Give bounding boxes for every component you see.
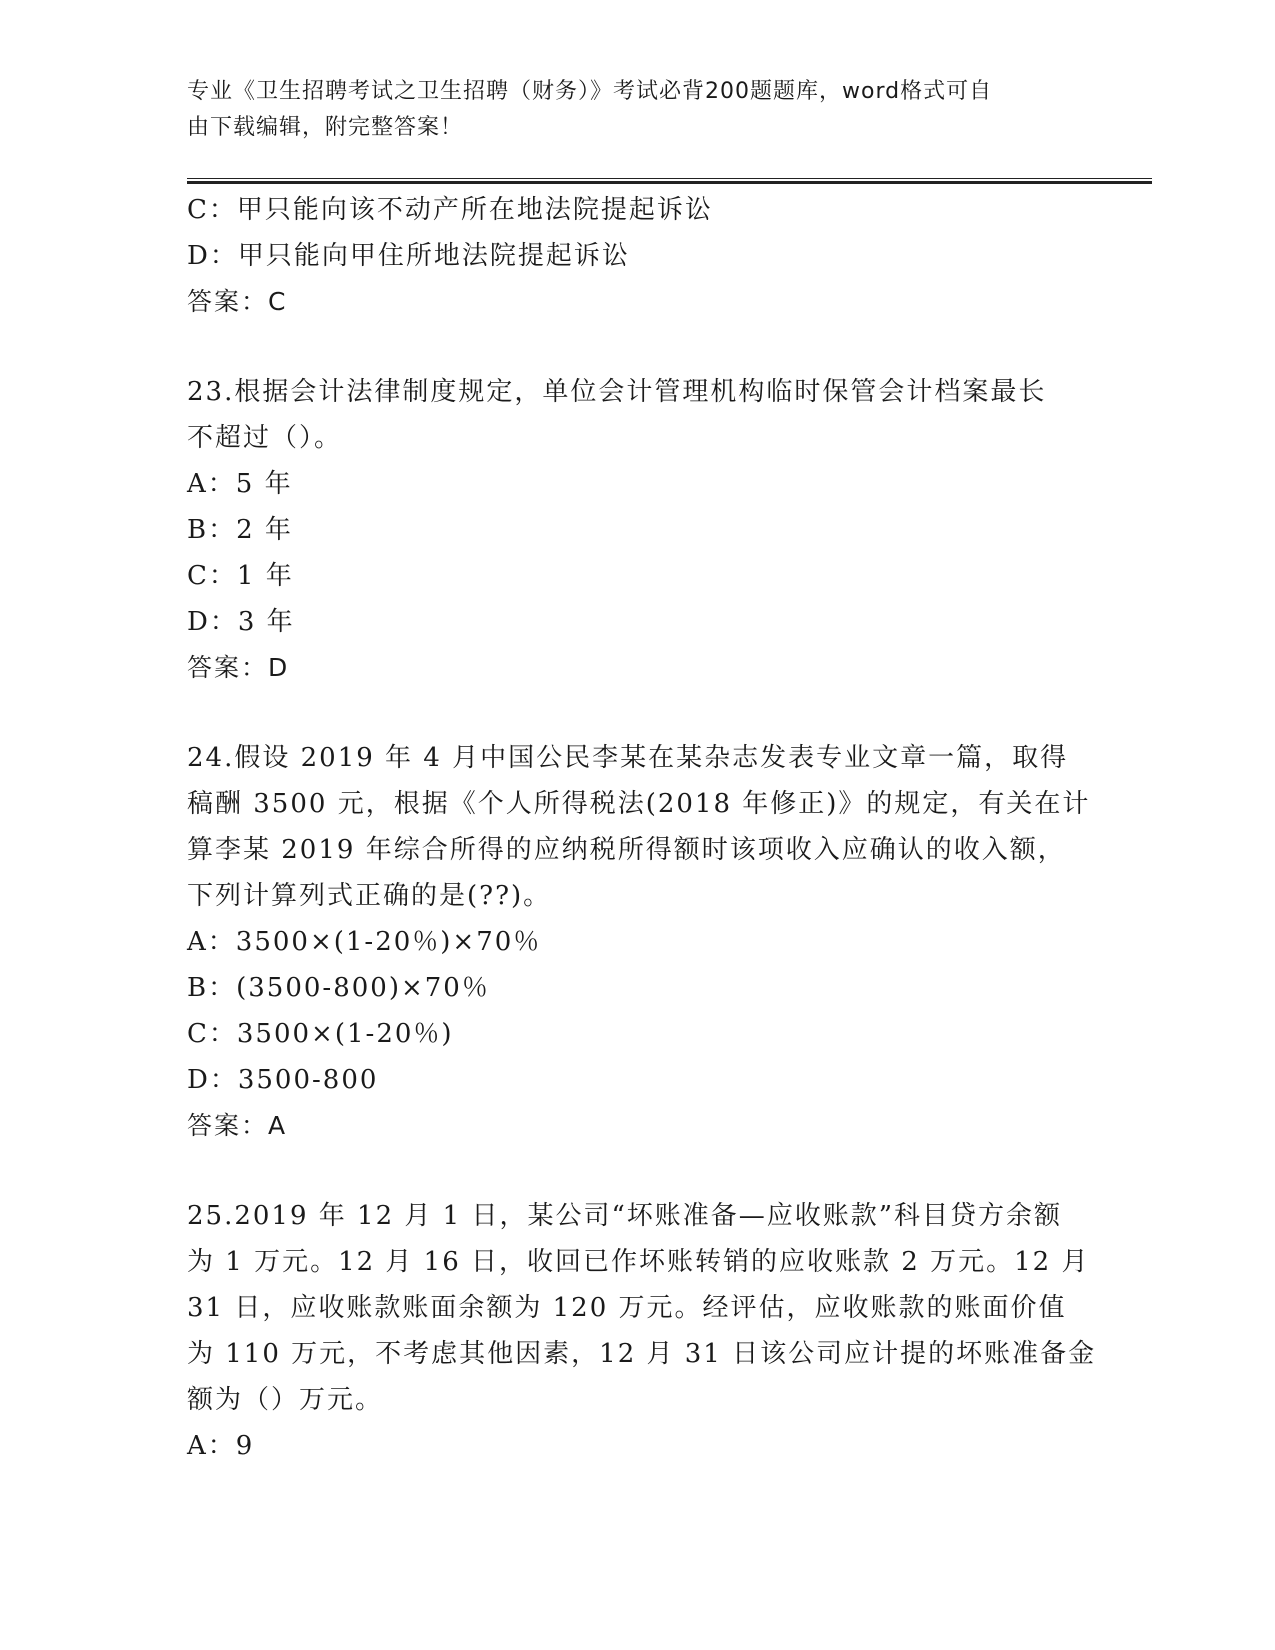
option-b: B：2 年 (187, 515, 293, 545)
option-c: C：甲只能向该不动产所在地法院提起诉讼 (187, 195, 713, 225)
question-stem-line: 算李某 2019 年综合所得的应纳税所得额时该项收入应确认的收入额， (187, 835, 1066, 865)
question-stem-line: 31 日，应收账款账面余额为 120 万元。经评估，应收账款的账面价值 (187, 1293, 1067, 1323)
question-stem-line: 为 110 万元，不考虑其他因素，12 月 31 日该公司应计提的坏账准备金 (187, 1339, 1097, 1369)
option-c: C：3500×(1-20％) (187, 1019, 454, 1049)
question-stem-line: 23.根据会计法律制度规定，单位会计管理机构临时保管会计档案最长 (187, 377, 1047, 407)
question-stem-line: 稿酬 3500 元，根据《个人所得税法(2018 年修正)》的规定，有关在计 (187, 789, 1091, 819)
question-24 (187, 735, 1091, 1149)
question-stem-line: 下列计算列式正确的是(??)。 (187, 881, 552, 911)
question-spacer (187, 325, 1087, 369)
question-stem-line: 25.2019 年 12 月 1 日，某公司“坏账准备—应收账款”科目贷方余额 (187, 1201, 1063, 1231)
option-d: D：甲只能向甲住所地法院提起诉讼 (187, 241, 630, 271)
answer-line: 答案：A (187, 1111, 288, 1140)
option-d: D：3500-800 (187, 1065, 379, 1095)
header-divider-thin (187, 178, 1152, 179)
document-header (187, 74, 1067, 146)
question-25 (187, 1193, 1097, 1469)
question-spacer (187, 1149, 1087, 1193)
question-spacer (187, 691, 1087, 735)
question-stem-line: 为 1 万元。12 月 16 日，收回已作坏账转销的应收账款 2 万元。12 月 (187, 1247, 1090, 1277)
header-title-line-1: 专业《卫生招聘考试之卫生招聘（财务）》考试必背200题题库，word格式可自 (187, 79, 993, 104)
header-divider-thick (187, 181, 1152, 184)
question-stem-line: 24.假设 2019 年 4 月中国公民李某在某杂志发表专业文章一篇，取得 (187, 743, 1069, 773)
option-a: A：5 年 (187, 469, 293, 499)
question-stem-line: 不超过（）。 (187, 423, 343, 453)
option-b: B：(3500-800)×70％ (187, 973, 490, 1003)
question-23 (187, 369, 1087, 691)
header-title-line-2: 由下载编辑，附完整答案！ (187, 115, 464, 140)
question-content (187, 187, 1097, 1469)
option-a: A：3500×(1-20％)×70％ (187, 927, 542, 957)
answer-line: 答案：C (187, 287, 288, 316)
option-d: D：3 年 (187, 607, 295, 637)
option-a: A：9 (187, 1431, 255, 1461)
question-stem-line: 额为（）万元。 (187, 1385, 384, 1415)
option-c: C：1 年 (187, 561, 294, 591)
question-22 (187, 187, 1087, 325)
answer-line: 答案：D (187, 653, 290, 682)
